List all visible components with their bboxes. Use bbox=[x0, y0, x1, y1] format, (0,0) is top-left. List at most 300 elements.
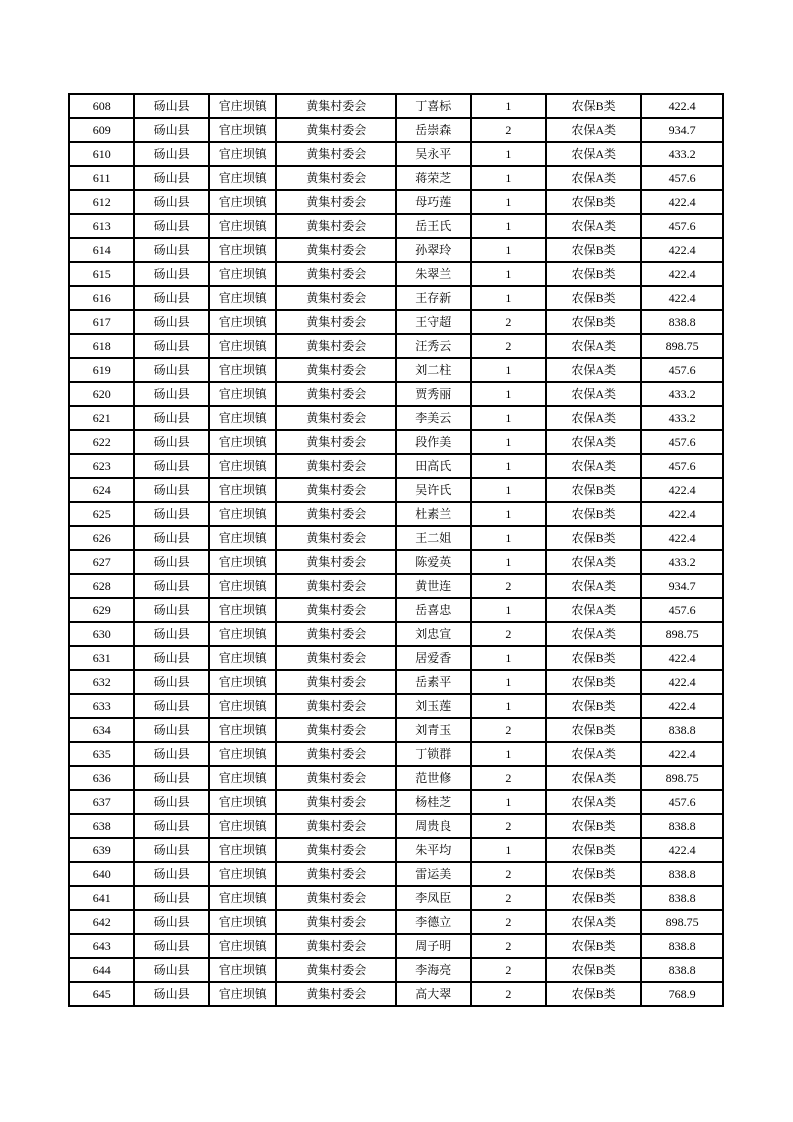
cell-seq-number: 634 bbox=[69, 718, 134, 742]
cell-insurance-type: 农保A类 bbox=[546, 766, 641, 790]
cell-amount: 457.6 bbox=[641, 358, 723, 382]
cell-insurance-type: 农保A类 bbox=[546, 214, 641, 238]
cell-count: 2 bbox=[471, 862, 547, 886]
cell-insurance-type: 农保B类 bbox=[546, 310, 641, 334]
cell-person-name: 居爱香 bbox=[396, 646, 471, 670]
cell-seq-number: 613 bbox=[69, 214, 134, 238]
table-row bbox=[69, 742, 723, 766]
cell-count: 1 bbox=[471, 790, 547, 814]
cell-insurance-type: 农保A类 bbox=[546, 382, 641, 406]
cell-seq-number: 627 bbox=[69, 550, 134, 574]
cell-town: 官庄坝镇 bbox=[209, 238, 276, 262]
table-row bbox=[69, 286, 723, 310]
cell-amount: 898.75 bbox=[641, 622, 723, 646]
cell-town: 官庄坝镇 bbox=[209, 430, 276, 454]
cell-insurance-type: 农保B类 bbox=[546, 718, 641, 742]
cell-village: 黄集村委会 bbox=[276, 718, 396, 742]
table-row bbox=[69, 478, 723, 502]
cell-insurance-type: 农保A类 bbox=[546, 430, 641, 454]
cell-county: 砀山县 bbox=[134, 670, 209, 694]
cell-amount: 457.6 bbox=[641, 790, 723, 814]
table-row bbox=[69, 526, 723, 550]
cell-seq-number: 638 bbox=[69, 814, 134, 838]
cell-village: 黄集村委会 bbox=[276, 910, 396, 934]
cell-seq-number: 619 bbox=[69, 358, 134, 382]
table-row bbox=[69, 670, 723, 694]
cell-county: 砀山县 bbox=[134, 622, 209, 646]
cell-seq-number: 633 bbox=[69, 694, 134, 718]
cell-insurance-type: 农保A类 bbox=[546, 622, 641, 646]
cell-person-name: 岳王氏 bbox=[396, 214, 471, 238]
cell-count: 2 bbox=[471, 958, 547, 982]
cell-seq-number: 629 bbox=[69, 598, 134, 622]
cell-amount: 422.4 bbox=[641, 646, 723, 670]
cell-town: 官庄坝镇 bbox=[209, 334, 276, 358]
cell-insurance-type: 农保B类 bbox=[546, 958, 641, 982]
cell-town: 官庄坝镇 bbox=[209, 694, 276, 718]
cell-insurance-type: 农保B类 bbox=[546, 238, 641, 262]
cell-person-name: 田高氏 bbox=[396, 454, 471, 478]
cell-count: 2 bbox=[471, 310, 547, 334]
cell-count: 1 bbox=[471, 454, 547, 478]
cell-person-name: 刘青玉 bbox=[396, 718, 471, 742]
cell-amount: 457.6 bbox=[641, 598, 723, 622]
cell-town: 官庄坝镇 bbox=[209, 142, 276, 166]
cell-count: 2 bbox=[471, 118, 547, 142]
cell-insurance-type: 农保B类 bbox=[546, 814, 641, 838]
cell-town: 官庄坝镇 bbox=[209, 406, 276, 430]
cell-insurance-type: 农保B类 bbox=[546, 190, 641, 214]
cell-county: 砀山县 bbox=[134, 982, 209, 1006]
cell-town: 官庄坝镇 bbox=[209, 622, 276, 646]
cell-town: 官庄坝镇 bbox=[209, 574, 276, 598]
cell-seq-number: 642 bbox=[69, 910, 134, 934]
cell-county: 砀山县 bbox=[134, 358, 209, 382]
cell-insurance-type: 农保A类 bbox=[546, 790, 641, 814]
cell-seq-number: 621 bbox=[69, 406, 134, 430]
cell-person-name: 黄世连 bbox=[396, 574, 471, 598]
cell-village: 黄集村委会 bbox=[276, 454, 396, 478]
cell-count: 1 bbox=[471, 382, 547, 406]
cell-amount: 934.7 bbox=[641, 574, 723, 598]
cell-seq-number: 612 bbox=[69, 190, 134, 214]
cell-insurance-type: 农保B类 bbox=[546, 646, 641, 670]
cell-village: 黄集村委会 bbox=[276, 694, 396, 718]
table-row bbox=[69, 502, 723, 526]
cell-count: 1 bbox=[471, 478, 547, 502]
cell-county: 砀山县 bbox=[134, 958, 209, 982]
cell-county: 砀山县 bbox=[134, 862, 209, 886]
cell-amount: 838.8 bbox=[641, 862, 723, 886]
cell-insurance-type: 农保A类 bbox=[546, 118, 641, 142]
cell-count: 1 bbox=[471, 238, 547, 262]
cell-village: 黄集村委会 bbox=[276, 670, 396, 694]
cell-amount: 433.2 bbox=[641, 382, 723, 406]
cell-amount: 422.4 bbox=[641, 526, 723, 550]
cell-person-name: 丁喜标 bbox=[396, 94, 471, 118]
cell-village: 黄集村委会 bbox=[276, 934, 396, 958]
cell-person-name: 刘二柱 bbox=[396, 358, 471, 382]
cell-count: 1 bbox=[471, 190, 547, 214]
cell-seq-number: 640 bbox=[69, 862, 134, 886]
cell-town: 官庄坝镇 bbox=[209, 958, 276, 982]
cell-count: 2 bbox=[471, 766, 547, 790]
table-row bbox=[69, 646, 723, 670]
cell-insurance-type: 农保A类 bbox=[546, 358, 641, 382]
cell-county: 砀山县 bbox=[134, 766, 209, 790]
cell-insurance-type: 农保B类 bbox=[546, 886, 641, 910]
cell-town: 官庄坝镇 bbox=[209, 790, 276, 814]
cell-person-name: 母巧莲 bbox=[396, 190, 471, 214]
cell-amount: 422.4 bbox=[641, 478, 723, 502]
cell-insurance-type: 农保B类 bbox=[546, 262, 641, 286]
cell-seq-number: 635 bbox=[69, 742, 134, 766]
cell-count: 1 bbox=[471, 598, 547, 622]
cell-amount: 422.4 bbox=[641, 742, 723, 766]
cell-person-name: 吴永平 bbox=[396, 142, 471, 166]
table-row bbox=[69, 166, 723, 190]
cell-person-name: 岳崇森 bbox=[396, 118, 471, 142]
cell-town: 官庄坝镇 bbox=[209, 838, 276, 862]
cell-village: 黄集村委会 bbox=[276, 574, 396, 598]
cell-county: 砀山县 bbox=[134, 790, 209, 814]
cell-insurance-type: 农保A类 bbox=[546, 334, 641, 358]
cell-count: 1 bbox=[471, 502, 547, 526]
table-row bbox=[69, 142, 723, 166]
cell-amount: 838.8 bbox=[641, 934, 723, 958]
cell-village: 黄集村委会 bbox=[276, 286, 396, 310]
cell-count: 2 bbox=[471, 334, 547, 358]
cell-person-name: 贾秀丽 bbox=[396, 382, 471, 406]
cell-village: 黄集村委会 bbox=[276, 382, 396, 406]
cell-person-name: 刘忠宣 bbox=[396, 622, 471, 646]
cell-county: 砀山县 bbox=[134, 598, 209, 622]
cell-amount: 838.8 bbox=[641, 310, 723, 334]
cell-count: 2 bbox=[471, 886, 547, 910]
cell-person-name: 朱平均 bbox=[396, 838, 471, 862]
cell-count: 1 bbox=[471, 838, 547, 862]
cell-county: 砀山县 bbox=[134, 814, 209, 838]
table-row bbox=[69, 910, 723, 934]
cell-count: 1 bbox=[471, 694, 547, 718]
cell-county: 砀山县 bbox=[134, 142, 209, 166]
cell-amount: 422.4 bbox=[641, 670, 723, 694]
cell-person-name: 李海亮 bbox=[396, 958, 471, 982]
cell-amount: 457.6 bbox=[641, 454, 723, 478]
cell-insurance-type: 农保A类 bbox=[546, 454, 641, 478]
cell-count: 2 bbox=[471, 814, 547, 838]
cell-count: 1 bbox=[471, 262, 547, 286]
cell-person-name: 李德立 bbox=[396, 910, 471, 934]
cell-insurance-type: 农保A类 bbox=[546, 598, 641, 622]
cell-county: 砀山县 bbox=[134, 406, 209, 430]
cell-person-name: 李凤臣 bbox=[396, 886, 471, 910]
table-row bbox=[69, 982, 723, 1006]
cell-county: 砀山县 bbox=[134, 646, 209, 670]
cell-county: 砀山县 bbox=[134, 886, 209, 910]
cell-county: 砀山县 bbox=[134, 214, 209, 238]
cell-amount: 898.75 bbox=[641, 910, 723, 934]
cell-count: 2 bbox=[471, 934, 547, 958]
cell-person-name: 李美云 bbox=[396, 406, 471, 430]
cell-seq-number: 617 bbox=[69, 310, 134, 334]
table-row bbox=[69, 766, 723, 790]
cell-county: 砀山县 bbox=[134, 526, 209, 550]
cell-insurance-type: 农保B类 bbox=[546, 478, 641, 502]
cell-town: 官庄坝镇 bbox=[209, 526, 276, 550]
cell-insurance-type: 农保B类 bbox=[546, 934, 641, 958]
cell-seq-number: 630 bbox=[69, 622, 134, 646]
benefit-roster-table bbox=[68, 93, 724, 1007]
cell-village: 黄集村委会 bbox=[276, 862, 396, 886]
cell-insurance-type: 农保B类 bbox=[546, 502, 641, 526]
cell-person-name: 王存新 bbox=[396, 286, 471, 310]
cell-village: 黄集村委会 bbox=[276, 766, 396, 790]
cell-county: 砀山县 bbox=[134, 238, 209, 262]
cell-seq-number: 645 bbox=[69, 982, 134, 1006]
cell-village: 黄集村委会 bbox=[276, 790, 396, 814]
cell-town: 官庄坝镇 bbox=[209, 646, 276, 670]
cell-town: 官庄坝镇 bbox=[209, 118, 276, 142]
cell-town: 官庄坝镇 bbox=[209, 550, 276, 574]
cell-amount: 422.4 bbox=[641, 502, 723, 526]
cell-county: 砀山县 bbox=[134, 934, 209, 958]
cell-amount: 422.4 bbox=[641, 694, 723, 718]
table-row bbox=[69, 430, 723, 454]
cell-town: 官庄坝镇 bbox=[209, 190, 276, 214]
cell-person-name: 陈爱英 bbox=[396, 550, 471, 574]
cell-insurance-type: 农保A类 bbox=[546, 406, 641, 430]
cell-seq-number: 637 bbox=[69, 790, 134, 814]
cell-insurance-type: 农保B类 bbox=[546, 862, 641, 886]
table-row bbox=[69, 238, 723, 262]
cell-amount: 433.2 bbox=[641, 550, 723, 574]
cell-seq-number: 628 bbox=[69, 574, 134, 598]
cell-count: 1 bbox=[471, 214, 547, 238]
cell-insurance-type: 农保A类 bbox=[546, 166, 641, 190]
cell-count: 2 bbox=[471, 982, 547, 1006]
cell-county: 砀山县 bbox=[134, 166, 209, 190]
cell-village: 黄集村委会 bbox=[276, 142, 396, 166]
table-row bbox=[69, 118, 723, 142]
cell-county: 砀山县 bbox=[134, 742, 209, 766]
cell-village: 黄集村委会 bbox=[276, 118, 396, 142]
cell-insurance-type: 农保A类 bbox=[546, 574, 641, 598]
cell-village: 黄集村委会 bbox=[276, 358, 396, 382]
cell-amount: 433.2 bbox=[641, 406, 723, 430]
cell-insurance-type: 农保A类 bbox=[546, 910, 641, 934]
cell-insurance-type: 农保A类 bbox=[546, 550, 641, 574]
cell-count: 1 bbox=[471, 286, 547, 310]
cell-person-name: 周贵良 bbox=[396, 814, 471, 838]
cell-town: 官庄坝镇 bbox=[209, 454, 276, 478]
cell-person-name: 高大翠 bbox=[396, 982, 471, 1006]
cell-village: 黄集村委会 bbox=[276, 502, 396, 526]
cell-county: 砀山县 bbox=[134, 334, 209, 358]
table-row bbox=[69, 190, 723, 214]
cell-county: 砀山县 bbox=[134, 718, 209, 742]
cell-person-name: 王二姐 bbox=[396, 526, 471, 550]
table-row bbox=[69, 598, 723, 622]
cell-town: 官庄坝镇 bbox=[209, 742, 276, 766]
cell-county: 砀山县 bbox=[134, 910, 209, 934]
cell-town: 官庄坝镇 bbox=[209, 982, 276, 1006]
cell-count: 1 bbox=[471, 670, 547, 694]
cell-county: 砀山县 bbox=[134, 118, 209, 142]
cell-count: 2 bbox=[471, 574, 547, 598]
cell-village: 黄集村委会 bbox=[276, 406, 396, 430]
cell-town: 官庄坝镇 bbox=[209, 766, 276, 790]
cell-insurance-type: 农保A类 bbox=[546, 142, 641, 166]
cell-seq-number: 614 bbox=[69, 238, 134, 262]
cell-person-name: 孙翠玲 bbox=[396, 238, 471, 262]
cell-count: 1 bbox=[471, 94, 547, 118]
cell-person-name: 段作美 bbox=[396, 430, 471, 454]
cell-town: 官庄坝镇 bbox=[209, 886, 276, 910]
cell-amount: 422.4 bbox=[641, 286, 723, 310]
cell-village: 黄集村委会 bbox=[276, 238, 396, 262]
table-row bbox=[69, 310, 723, 334]
table-row bbox=[69, 886, 723, 910]
cell-count: 1 bbox=[471, 406, 547, 430]
cell-person-name: 朱翠兰 bbox=[396, 262, 471, 286]
table-row bbox=[69, 334, 723, 358]
table-row bbox=[69, 814, 723, 838]
cell-person-name: 范世修 bbox=[396, 766, 471, 790]
cell-amount: 838.8 bbox=[641, 814, 723, 838]
cell-count: 1 bbox=[471, 358, 547, 382]
cell-amount: 457.6 bbox=[641, 214, 723, 238]
cell-county: 砀山县 bbox=[134, 502, 209, 526]
cell-person-name: 王守超 bbox=[396, 310, 471, 334]
cell-county: 砀山县 bbox=[134, 838, 209, 862]
cell-count: 1 bbox=[471, 646, 547, 670]
cell-seq-number: 625 bbox=[69, 502, 134, 526]
cell-town: 官庄坝镇 bbox=[209, 718, 276, 742]
cell-amount: 838.8 bbox=[641, 886, 723, 910]
cell-town: 官庄坝镇 bbox=[209, 214, 276, 238]
table-row bbox=[69, 958, 723, 982]
cell-seq-number: 618 bbox=[69, 334, 134, 358]
cell-person-name: 雷运美 bbox=[396, 862, 471, 886]
cell-village: 黄集村委会 bbox=[276, 958, 396, 982]
cell-amount: 934.7 bbox=[641, 118, 723, 142]
cell-county: 砀山县 bbox=[134, 478, 209, 502]
cell-seq-number: 615 bbox=[69, 262, 134, 286]
cell-county: 砀山县 bbox=[134, 262, 209, 286]
table-row bbox=[69, 934, 723, 958]
cell-town: 官庄坝镇 bbox=[209, 598, 276, 622]
cell-seq-number: 643 bbox=[69, 934, 134, 958]
cell-town: 官庄坝镇 bbox=[209, 862, 276, 886]
table-row bbox=[69, 622, 723, 646]
cell-amount: 838.8 bbox=[641, 958, 723, 982]
cell-amount: 898.75 bbox=[641, 766, 723, 790]
table-row bbox=[69, 406, 723, 430]
table-row bbox=[69, 718, 723, 742]
cell-seq-number: 631 bbox=[69, 646, 134, 670]
cell-amount: 422.4 bbox=[641, 838, 723, 862]
cell-person-name: 吴许氏 bbox=[396, 478, 471, 502]
cell-village: 黄集村委会 bbox=[276, 622, 396, 646]
cell-amount: 422.4 bbox=[641, 94, 723, 118]
cell-seq-number: 616 bbox=[69, 286, 134, 310]
cell-county: 砀山县 bbox=[134, 94, 209, 118]
cell-person-name: 刘玉莲 bbox=[396, 694, 471, 718]
table-body bbox=[69, 94, 723, 1006]
cell-seq-number: 620 bbox=[69, 382, 134, 406]
cell-seq-number: 624 bbox=[69, 478, 134, 502]
cell-count: 1 bbox=[471, 430, 547, 454]
cell-count: 1 bbox=[471, 142, 547, 166]
cell-village: 黄集村委会 bbox=[276, 886, 396, 910]
cell-person-name: 岳喜忠 bbox=[396, 598, 471, 622]
cell-town: 官庄坝镇 bbox=[209, 358, 276, 382]
cell-county: 砀山县 bbox=[134, 430, 209, 454]
cell-county: 砀山县 bbox=[134, 286, 209, 310]
cell-town: 官庄坝镇 bbox=[209, 286, 276, 310]
cell-village: 黄集村委会 bbox=[276, 334, 396, 358]
cell-amount: 838.8 bbox=[641, 718, 723, 742]
cell-county: 砀山县 bbox=[134, 694, 209, 718]
cell-person-name: 杜素兰 bbox=[396, 502, 471, 526]
cell-town: 官庄坝镇 bbox=[209, 310, 276, 334]
cell-seq-number: 623 bbox=[69, 454, 134, 478]
cell-village: 黄集村委会 bbox=[276, 430, 396, 454]
cell-county: 砀山县 bbox=[134, 310, 209, 334]
cell-town: 官庄坝镇 bbox=[209, 382, 276, 406]
table-row bbox=[69, 862, 723, 886]
cell-village: 黄集村委会 bbox=[276, 526, 396, 550]
cell-town: 官庄坝镇 bbox=[209, 94, 276, 118]
cell-person-name: 丁锁群 bbox=[396, 742, 471, 766]
table-row bbox=[69, 838, 723, 862]
table-row bbox=[69, 94, 723, 118]
cell-count: 1 bbox=[471, 166, 547, 190]
table-row bbox=[69, 358, 723, 382]
cell-count: 2 bbox=[471, 910, 547, 934]
cell-county: 砀山县 bbox=[134, 550, 209, 574]
cell-amount: 422.4 bbox=[641, 262, 723, 286]
cell-amount: 768.9 bbox=[641, 982, 723, 1006]
cell-amount: 898.75 bbox=[641, 334, 723, 358]
cell-insurance-type: 农保B类 bbox=[546, 670, 641, 694]
cell-village: 黄集村委会 bbox=[276, 190, 396, 214]
table-row bbox=[69, 550, 723, 574]
cell-village: 黄集村委会 bbox=[276, 550, 396, 574]
cell-village: 黄集村委会 bbox=[276, 982, 396, 1006]
cell-person-name: 蒋荣芝 bbox=[396, 166, 471, 190]
cell-village: 黄集村委会 bbox=[276, 310, 396, 334]
cell-seq-number: 610 bbox=[69, 142, 134, 166]
cell-insurance-type: 农保B类 bbox=[546, 694, 641, 718]
cell-insurance-type: 农保B类 bbox=[546, 526, 641, 550]
table-row bbox=[69, 574, 723, 598]
cell-seq-number: 641 bbox=[69, 886, 134, 910]
cell-town: 官庄坝镇 bbox=[209, 478, 276, 502]
cell-village: 黄集村委会 bbox=[276, 814, 396, 838]
cell-seq-number: 626 bbox=[69, 526, 134, 550]
cell-village: 黄集村委会 bbox=[276, 838, 396, 862]
cell-village: 黄集村委会 bbox=[276, 262, 396, 286]
cell-amount: 457.6 bbox=[641, 166, 723, 190]
cell-village: 黄集村委会 bbox=[276, 478, 396, 502]
cell-count: 2 bbox=[471, 718, 547, 742]
cell-seq-number: 608 bbox=[69, 94, 134, 118]
cell-town: 官庄坝镇 bbox=[209, 910, 276, 934]
cell-count: 1 bbox=[471, 550, 547, 574]
table-row bbox=[69, 694, 723, 718]
